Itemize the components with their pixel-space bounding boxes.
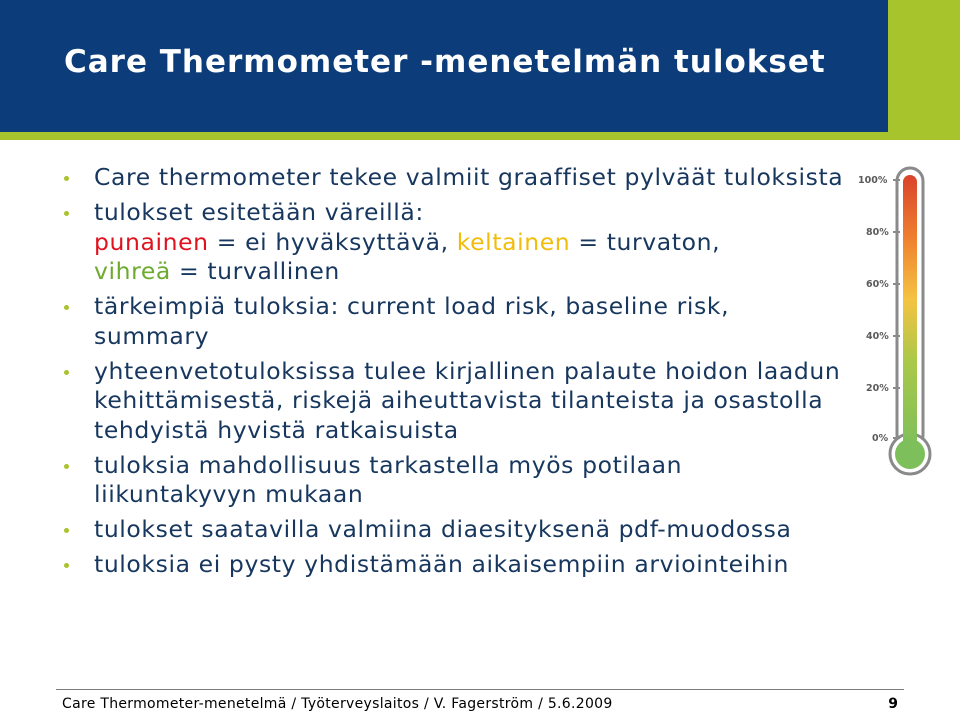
bullet-dot-icon <box>64 464 69 469</box>
accent-block <box>888 0 960 132</box>
footer-text: Care Thermometer-menetelmä / Työterveyslaitos / V. Fagerström / 5.6.2009 <box>62 696 613 712</box>
bullet-item <box>56 163 846 193</box>
bullet-dot-icon <box>64 211 69 216</box>
bullet-item <box>56 198 846 287</box>
bullet-list <box>56 163 846 585</box>
color-label-yellow: keltainen <box>456 227 571 256</box>
bullet-item <box>56 550 846 580</box>
title-bar <box>0 0 888 132</box>
bullet-dot-icon <box>64 176 69 181</box>
bullet-item <box>56 292 846 351</box>
color-label-red: punainen <box>94 227 209 256</box>
bullet-text: tulokset esitetään väreillä: <box>94 198 424 226</box>
bullet-text: tulokset saatavilla valmiina diaesityksenä pdf-muodossa <box>94 515 792 543</box>
bullet-item <box>56 357 846 446</box>
bullet-dot-icon <box>64 528 69 533</box>
color-meaning-yellow: = turvaton, <box>570 227 721 256</box>
bullet-dot-icon <box>64 305 69 310</box>
tick-label-60: 60% <box>866 279 889 290</box>
bullet-text: yhteenvetotuloksissa tulee kirjallinen palaute hoidon laadun kehittämisestä, riskejä aiheuttavista tilanteista ja osastolla tehdyistä hyvistä ratkaisuista <box>94 356 841 444</box>
thermometer-fill <box>903 175 917 451</box>
bullet-text: tuloksia ei pysty yhdistämään aikaisempiin arviointeihin <box>94 550 789 578</box>
thermometer-icon <box>856 162 948 482</box>
tick-label-20: 20% <box>866 383 889 394</box>
bullet-dot-icon <box>64 563 69 568</box>
tick-label-80: 80% <box>866 227 889 238</box>
bullet-item <box>56 515 846 545</box>
tick-label-40: 40% <box>866 331 889 342</box>
tick-label-100: 100% <box>858 175 888 186</box>
bullet-dot-icon <box>64 370 69 375</box>
page-number: 9 <box>888 696 898 712</box>
accent-stripe <box>0 132 960 140</box>
color-meaning-green: = turvallinen <box>170 257 340 285</box>
bullet-text: tuloksia mahdollisuus tarkastella myös potilaan liikuntakyvyn mukaan <box>94 450 683 508</box>
bullet-item <box>56 451 846 510</box>
tick-label-0: 0% <box>872 433 889 444</box>
bullet-text: Care thermometer tekee valmiit graaffiset pylväät tuloksista <box>94 163 844 191</box>
bullet-text: tärkeimpiä tuloksia: current load risk, baseline risk, summary <box>94 292 730 350</box>
footer-divider <box>56 689 904 690</box>
color-label-green: vihreä <box>94 257 171 285</box>
thermometer-graphic <box>856 162 948 482</box>
thermometer-bulb <box>895 439 925 469</box>
color-meaning-red: = ei hyväksyttävä, <box>208 227 457 256</box>
slide-title: Care Thermometer -menetelmän tulokset <box>64 44 826 80</box>
